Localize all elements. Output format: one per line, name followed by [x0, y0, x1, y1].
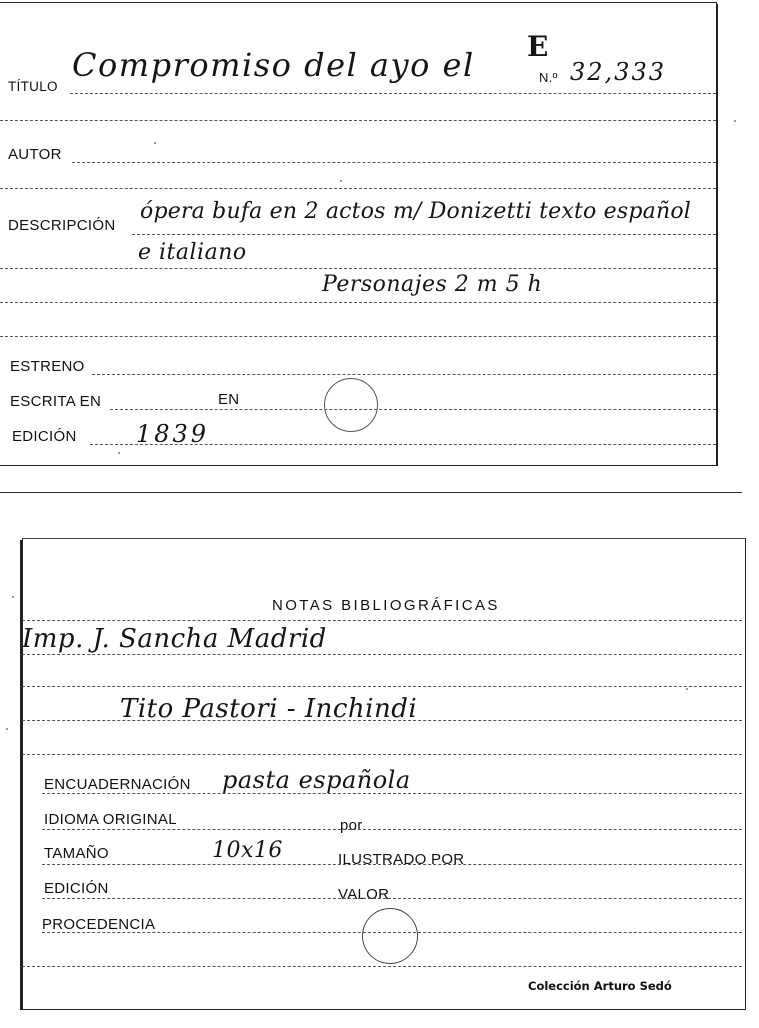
rule-blank-3 — [0, 336, 716, 337]
bottom-card-left-edge — [20, 540, 22, 1010]
scan-speck — [686, 688, 688, 690]
top-card-right-edge — [716, 4, 718, 466]
handwritten-number: 32,333 — [570, 58, 666, 86]
rule-tamano — [42, 864, 742, 865]
rule-estreno — [92, 374, 716, 375]
handwritten-description-line-3: Personajes 2 m 5 h — [322, 272, 543, 297]
handwritten-size: 10x16 — [212, 838, 283, 863]
scan-speck — [734, 120, 736, 122]
label-descripcion: DESCRIPCIÓN — [8, 217, 116, 234]
handwritten-notes-line-1: Imp. J. Sancha Madrid — [22, 624, 327, 654]
handwritten-edition: 1839 — [136, 420, 210, 448]
rule-notes-5 — [22, 754, 742, 755]
rule-description-2 — [0, 268, 716, 269]
label-tamano: TAMAÑO — [44, 845, 109, 862]
label-edicion-bottom: EDICIÓN — [44, 880, 109, 897]
label-idioma-original: IDIOMA ORIGINAL — [44, 811, 177, 828]
label-encuadernacion: ENCUADERNACIÓN — [44, 776, 191, 793]
rule-edicion-top — [90, 444, 716, 445]
handwritten-title: Compromiso del ayo el — [72, 46, 475, 84]
rule-edicion-bottom — [42, 898, 742, 899]
label-escrita-en: ESCRITA EN — [10, 393, 102, 410]
rule-notes-1 — [22, 620, 742, 621]
handwritten-description-line-1: ópera bufa en 2 actos m/ Donizetti texto español — [140, 199, 692, 224]
scan-speck — [6, 728, 8, 730]
label-ilustrado-por: ILUSTRADO POR — [338, 851, 465, 868]
label-numero: N.º — [539, 70, 558, 85]
rule-notes-2 — [22, 654, 742, 655]
rule-notes-4 — [22, 720, 742, 721]
rule-description-3 — [0, 302, 716, 303]
label-por: por — [340, 817, 363, 834]
handwritten-binding: pasta española — [222, 766, 411, 794]
label-en: EN — [218, 391, 240, 408]
rule-idioma — [42, 829, 742, 830]
label-procedencia: PROCEDENCIA — [42, 916, 156, 933]
rule-blank-bottom — [22, 966, 742, 967]
scan-speck — [154, 142, 156, 144]
label-autor: AUTOR — [8, 146, 62, 163]
punch-hole-circle-bottom — [362, 908, 418, 964]
rule-notes-3 — [22, 686, 742, 687]
scan-speck — [118, 452, 120, 454]
handwritten-letter-e: E — [527, 30, 549, 63]
handwritten-notes-line-2: Tito Pastori - Inchindi — [120, 694, 418, 724]
punch-hole-circle-top — [324, 378, 378, 432]
scan-speck — [12, 596, 14, 598]
label-titulo: TÍTULO — [8, 79, 58, 94]
rule-blank-2 — [0, 188, 716, 189]
label-estreno: ESTRENO — [10, 358, 85, 375]
notas-bibliograficas-heading: NOTAS BIBLIOGRÁFICAS — [272, 597, 500, 614]
rule-titulo — [70, 93, 716, 94]
rule-blank-1 — [0, 120, 716, 121]
page-separator — [0, 492, 742, 493]
scan-speck — [340, 180, 342, 182]
rule-escrita-en — [110, 409, 716, 410]
rule-descripcion — [132, 234, 716, 235]
handwritten-description-line-2: e italiano — [138, 240, 247, 265]
collection-footer: Colección Arturo Sedó — [528, 979, 672, 993]
label-valor: VALOR — [338, 886, 390, 903]
label-edicion-top: EDICIÓN — [12, 428, 77, 445]
rule-autor — [72, 162, 716, 163]
rule-encuadernacion — [42, 793, 742, 794]
